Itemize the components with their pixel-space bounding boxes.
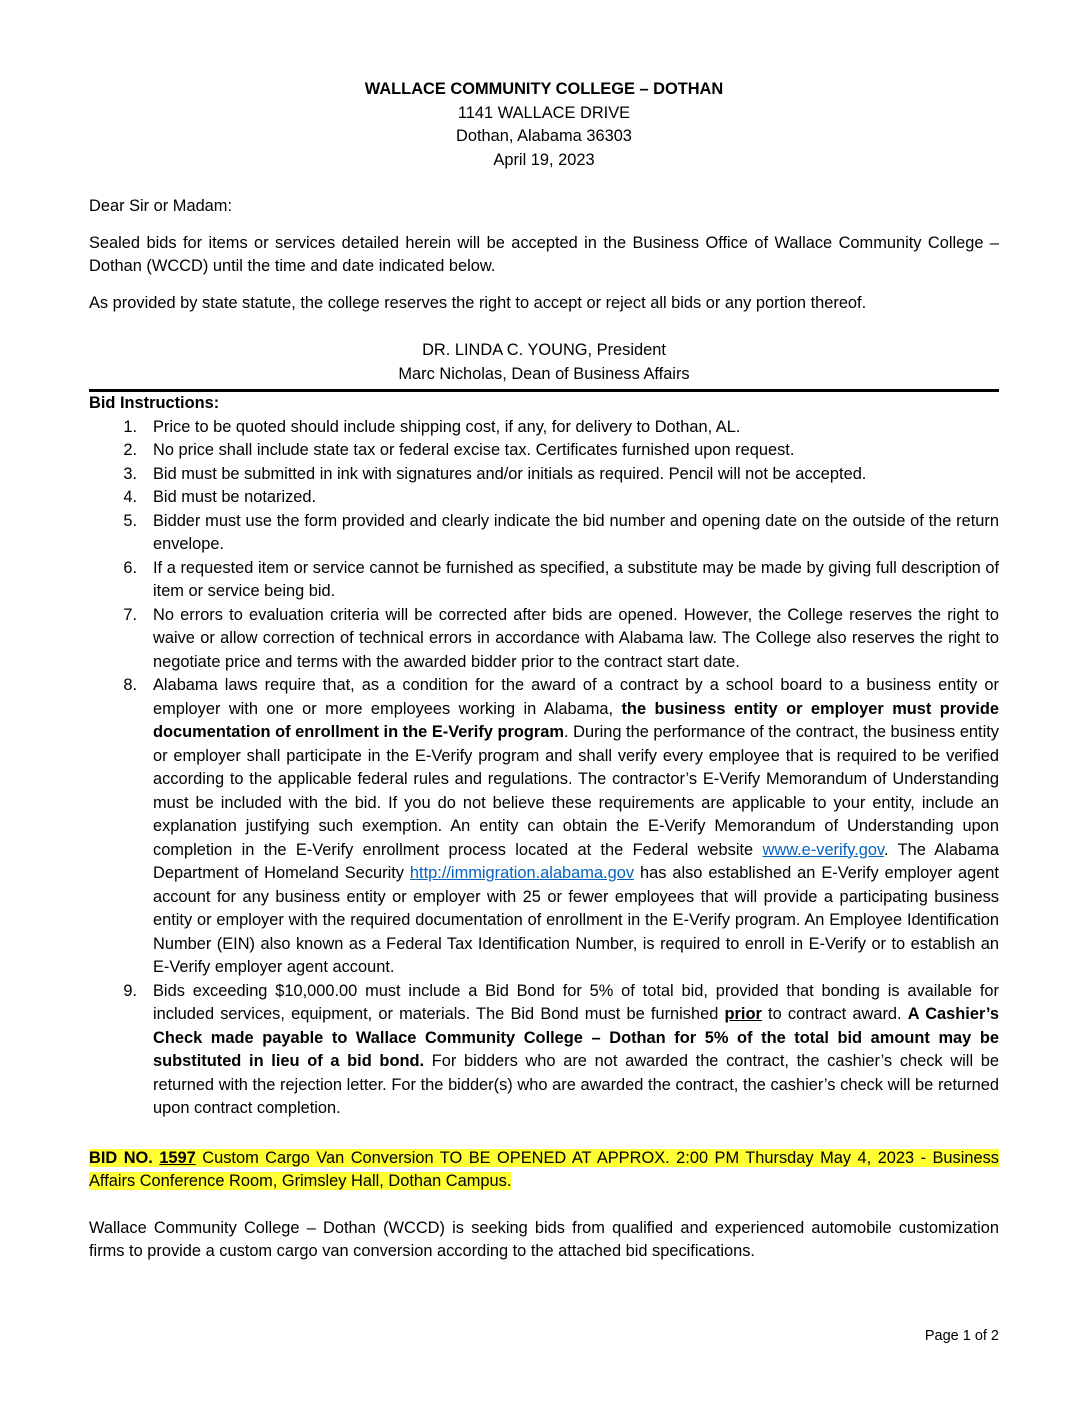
prior-emphasis: prior — [724, 1005, 762, 1023]
item-text: No price shall include state tax or federal excise tax. Certificates furnished upon request. — [153, 441, 795, 459]
item-number: 6. — [123, 558, 137, 577]
bid-number-label: BID NO. — [89, 1148, 160, 1167]
reservation-paragraph: As provided by state statute, the college reserves the right to accept or reject all bids or any portion thereof. — [89, 293, 867, 312]
item-text — [153, 980, 999, 1121]
college-name: WALLACE COMMUNITY COLLEGE – DOTHAN — [364, 80, 724, 98]
item-text: No errors to evaluation criteria will be corrected after bids are opened. However, the College reserves the right to waive or allow correction of technical errors in accordance with Alabama law. The College also reserves the right to negotiate price and terms with the awarded bidder prior to the contract start date. — [153, 605, 999, 671]
text-run: For bidders who are not awarded the contract, the cashier’s check will be returned with the rejection letter. For the bidder(s) who are awarded the contract, the cashier’s check will be returned upon contract completion. — [153, 1052, 1000, 1117]
instruction-item — [89, 604, 999, 675]
bold-requirement: the business entity or employer must provide documentation of enrollment in the E-Verify program — [153, 699, 999, 741]
bid-instructions-title: Bid Instructions: — [89, 394, 220, 412]
item-text: Bid must be notarized. — [153, 488, 317, 506]
text-run: to contract award. — [761, 1005, 908, 1023]
letterhead — [89, 78, 999, 172]
bid-instructions-list — [89, 416, 999, 1121]
instruction-item-bid-bond — [89, 980, 999, 1121]
item-text: Bidder must use the form provided and clearly indicate the bid number and opening date on the outside of the return envelope. — [153, 511, 999, 553]
item-number: 2. — [123, 441, 137, 459]
text-run: has also established an E-Verify employer agent account for any business entity or employer with 25 or fewer employees that will provide a participating business entity or employer with the required documentation of enrollment in the E-Verify program. An Employee Identification Number (EIN) also known as a Federal Tax Identification Number, is required to enroll in E-Verify or to establish an E-Verify employer agent account. — [153, 864, 999, 976]
bid-notice — [89, 1147, 999, 1194]
item-number: 1. — [123, 417, 137, 436]
bid-notice-text: Custom Cargo Van Conversion TO BE OPENED AT APPROX. 2:00 PM Thursday May 4, 2023 - Business Affairs Conference Room, Grimsley Hall, Dothan Campus. — [89, 1148, 1000, 1190]
bid-notice-highlight — [89, 1149, 999, 1191]
document-page — [89, 78, 999, 1264]
item-text: Price to be quoted should include shipping cost, if any, for delivery to Dothan, AL. — [153, 417, 741, 436]
closing-paragraph: Wallace Community College – Dothan (WCCD) is seeking bids from qualified and experienced automobile customization firms to provide a custom cargo van conversion according to the attached bid specifications. — [89, 1218, 999, 1260]
president-name: DR. LINDA C. YOUNG, President — [422, 341, 666, 359]
intro-paragraph: Sealed bids for items or services detailed herein will be accepted in the Business Office of Wallace Community College – Dothan (WCCD) until the time and date indicated below. — [89, 233, 999, 275]
item-number: 7. — [123, 605, 137, 624]
item-number: 8. — [123, 676, 137, 694]
letter-date: April 19, 2023 — [493, 150, 595, 169]
item-number: 4. — [123, 488, 137, 506]
item-number: 9. — [123, 981, 137, 1000]
instruction-item — [89, 439, 999, 463]
text-run: . The Alabama Department of Homeland Security — [153, 840, 999, 882]
page-number: Page 1 of 2 — [924, 1328, 999, 1344]
instruction-item — [89, 416, 999, 440]
text-run: Bids exceeding $10,000.00 must include a Bid Bond for 5% of total bid, provided that bonding is available for included services, equipment, or materials. The Bid Bond must be furnished — [153, 981, 999, 1023]
immigration-alabama-link[interactable]: http://immigration.alabama.gov — [409, 864, 635, 882]
city-state-zip: Dothan, Alabama 36303 — [456, 127, 632, 145]
everify-link[interactable]: www.e-verify.gov — [762, 840, 884, 859]
instruction-item-everify — [89, 674, 999, 980]
cashiers-check-note: A Cashier’s Check made payable to Wallace Community College – Dothan for 5% of the total bid amount may be substituted in lieu of a bid bond. — [153, 1005, 999, 1070]
text-run: . During the performance of the contract, the business entity or employer shall participate in the E-Verify program and shall verify every employee that is required to be verified according to the applicable federal rules and regulations. The contractor’s E-Verify Memorandum of Understanding must be included with the bid. If you do not believe these requirements are applicable to your entity, include an explanation justifying such exemption. An entity can obtain the E-Verify Memorandum of Understanding upon completion in the E-Verify enrollment process located at the Federal website — [153, 723, 999, 859]
instruction-item — [89, 463, 999, 487]
instruction-item — [89, 510, 999, 557]
text-run: Alabama laws require that, as a condition for the award of a contract by a school board to a business entity or employer with one or more employees working in Alabama, — [153, 676, 999, 718]
dean-name: Marc Nicholas, Dean of Business Affairs — [398, 364, 690, 383]
item-number: 5. — [123, 511, 137, 530]
item-number: 3. — [123, 464, 137, 483]
salutation: Dear Sir or Madam: — [89, 197, 233, 215]
bid-number: 1597 — [159, 1148, 196, 1167]
item-text — [153, 674, 999, 980]
instruction-item — [89, 557, 999, 604]
instruction-item — [89, 486, 999, 510]
signatories — [89, 339, 999, 386]
item-text: If a requested item or service cannot be furnished as specified, a substitute may be made by giving full description of item or service being bid. — [153, 558, 999, 600]
item-text: Bid must be submitted in ink with signatures and/or initials as required. Pencil will not be accepted. — [153, 464, 867, 483]
street-address: 1141 WALLACE DRIVE — [457, 103, 631, 122]
